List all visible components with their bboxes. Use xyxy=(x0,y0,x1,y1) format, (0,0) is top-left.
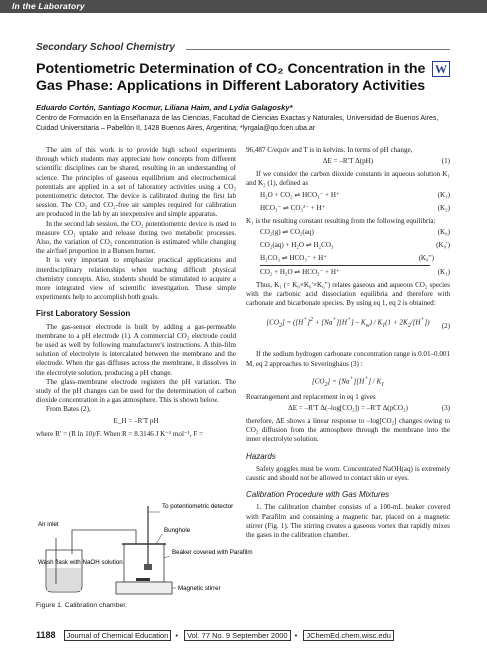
section-heading: Secondary School Chemistry xyxy=(36,42,175,53)
subsection-heading: Calibration Procedure with Gas Mixtures xyxy=(246,490,390,500)
paragraph: therefore, ΔE shows a linear response to –log[CO₂] changes owing to CO₂ diffusion from the atmosphere through the membrane into the inner electrolyte solution. xyxy=(246,417,450,444)
beaker-shape xyxy=(124,544,164,582)
equilibrium-k1: H₂O + CO₂ ⇌ HCO₃⁻ + H⁺ (K₁) xyxy=(260,190,450,199)
paragraph: In the second lab session, the CO₂ potentiometric device is used to measure CO₂ uptake and release during two metabolic processes. Also, the variation of CO₂ concentration is estimated while changing the air/fuel proportion in a Bunsen burner. xyxy=(36,219,236,256)
label-air-inlet: Air inlet xyxy=(38,521,59,528)
paragraph: The aim of this work is to provide high school experiments through which students may appreciate how concepts from different scientific disciplines can be shared, resulting in an understanding of science. The principles of gaseous equilibrium and electrochemical potentials are applied in a set of laboratory activities using a CO₂ potentiometric detector. The device is calibrated during the first lab session. The CO₂ and CO₂-free air samples required for calibration are produced in the lab by an inexpensive and simple apparatus. xyxy=(36,146,236,219)
label-bunghole: Bunghole xyxy=(164,527,191,534)
equation-1: ΔE = –R′T Δ(pH) (1) xyxy=(322,157,450,166)
equation: E_H = –R′T pH xyxy=(113,416,159,425)
equilibrium-1: CO₂(g) ⇌ CO₂(aq) (K₀) xyxy=(260,227,450,236)
label-stirrer: Magnetic stirrer xyxy=(178,585,221,592)
paragraph: where R′ = (R ln 10)/F. When R = 8.3146 J K⁻¹ mol⁻¹, F = xyxy=(36,429,204,438)
label-beaker: Beaker covered with Parafilm xyxy=(172,549,253,556)
label-wash-flask: Wash flask with NaOH solution xyxy=(38,559,123,566)
web-supplement-icon: W xyxy=(432,61,450,77)
equation-2: $[CO_2] = ([H^+]^2 + [Na^+][H^+] - K_w) / K_1(1 + 2K_2/[H^+])$ (2) xyxy=(266,317,450,331)
figure-diagram xyxy=(36,498,253,598)
figure-caption: Figure 1. Calibration chamber. xyxy=(36,602,128,609)
volume-link[interactable]: Vol. 77 No. 9 September 2000 xyxy=(184,630,291,641)
subsection-heading: First Laboratory Session xyxy=(36,309,131,319)
paragraph: 96,487 C/equiv and T is in kelvins. In terms of pH change, xyxy=(246,146,413,154)
paragraph: If the sodium hydrogen carbonate concentration range is 0.01–0.001 M, eq 2 approaches to Severinghaus (3) : xyxy=(246,350,450,368)
page-footer: 1188 Journal of Chemical Education • Vol. 77 No. 9 September 2000 • JChemEd.chem.wisc.edu xyxy=(36,630,394,640)
section-bar xyxy=(0,0,487,13)
paragraph: 1. The calibration chamber consists of a 100-mL beaker covered with Parafilm and containing a magnetic bar, placed on a magnetic stirrer (Fig. 1). The stirring creates a gaseous vortex that rapidly mixes the gases in the calibration chamber. xyxy=(246,503,450,540)
paragraph: K₁ is the resulting constant resulting from the following equilibria: xyxy=(246,216,436,225)
page-number: 1188 xyxy=(36,630,56,640)
figure-calibration-chamber xyxy=(36,498,253,598)
left-column xyxy=(36,146,236,439)
equilibrium-sum: CO₂ + H₂O ⇌ HCO₃⁻ + H⁺ (K₁) xyxy=(260,267,450,276)
stirrer-shape xyxy=(116,582,172,594)
naoh-solution-shape xyxy=(47,568,81,591)
paragraph: If we consider the carbon dioxide constants in aqueous solution K₁ and K₂ (1), defined as xyxy=(246,170,450,188)
equation-severinghaus: $[CO_2] = [Na^+][H^+] / K_1$ xyxy=(311,375,385,388)
section-bar-label: In the Laboratory xyxy=(12,1,85,11)
website-link[interactable]: JChemEd.chem.wisc.edu xyxy=(303,630,394,641)
article-title: Potentiometric Determination of CO₂ Concentration in the Gas Phase: Applications in Different Laboratory Activities xyxy=(36,61,426,94)
section-divider xyxy=(186,49,450,50)
equilibrium-k2: HCO₃⁻ ⇌ CO₃²⁻ + H⁺ (K₂) xyxy=(260,203,450,212)
equilibrium-3: H₂CO₃ ⇌ HCO₃⁻ + H⁺ (K₀′′) xyxy=(260,254,430,266)
right-column xyxy=(246,146,450,540)
equilibrium-2: CO₂(aq) + H₂O ⇌ H₂CO₃ (K₀′) xyxy=(260,240,450,249)
label-potentiometric: To potentiometric detector xyxy=(162,503,234,510)
paragraph: The gas-sensor electrode is built by adding a gas-permeable membrane to a pH electrode (1). A commercial CO₂ electrode could be used as well by following manufacturer's instructions. A thin-film solution of electrolyte is intercalated between the membrane and the electrode. When the gas diffuses across the membrane, it dissolves in the electrolyte solution, producing a pH change. xyxy=(36,322,236,377)
article-authors: Eduardo Cortón, Santiago Kocmur, Liliana Haim, and Lydia Galagosky* xyxy=(36,103,293,112)
paragraph: From Bates (2), xyxy=(46,405,91,414)
journal-link[interactable]: Journal of Chemical Education xyxy=(64,630,172,641)
subsection-heading: Hazards xyxy=(246,451,276,461)
equation-3: ΔE = –R′T Δ(–log[CO₂]) = –R′T Δ(pCO₂) (3) xyxy=(288,404,450,413)
paragraph: The glass-membrane electrode registers the pH variation. The study of the pH changes can be used for the determination of carbon dioxide concentration in a gas atmosphere. This is shown below. xyxy=(36,377,236,405)
paragraph: Rearrangement and replacement in eq 1 gives xyxy=(246,392,376,401)
article-affiliation: Centro de Formación en la Enseñanaza de las Ciencias, Facultad de Ciencias Exactas y Naturales, Universidad de Buenos Aires, Cuidad Universitaria – Pabellón II, 1428 Buenos Aires, Argentina; *lyrgala@qo.fcen.uba.ar xyxy=(36,115,439,132)
paragraph: Safety goggles must be worn. Concentrated NaOH(aq) is extremely caustic and should not be allowed to contact skin or eyes. xyxy=(246,464,450,483)
paragraph: It is very important to emphasize practical applications and interdisciplinary relationships when teaching difficult physical chemistry concepts. Also, students should be stimulated to acquire a more integrated view of scientific investigation. These simple experiments help to accomplish both goals. xyxy=(36,256,236,302)
paragraph: Thus, K₁ (= K₀×K₀′×K₀′′) relates gaseous and aqueous CO₂ species with the carbonic acid dissociation equilibria and therefore with carbonate and bicarbonate species. By using eq 1, eq 2 is obtained: xyxy=(246,280,450,308)
